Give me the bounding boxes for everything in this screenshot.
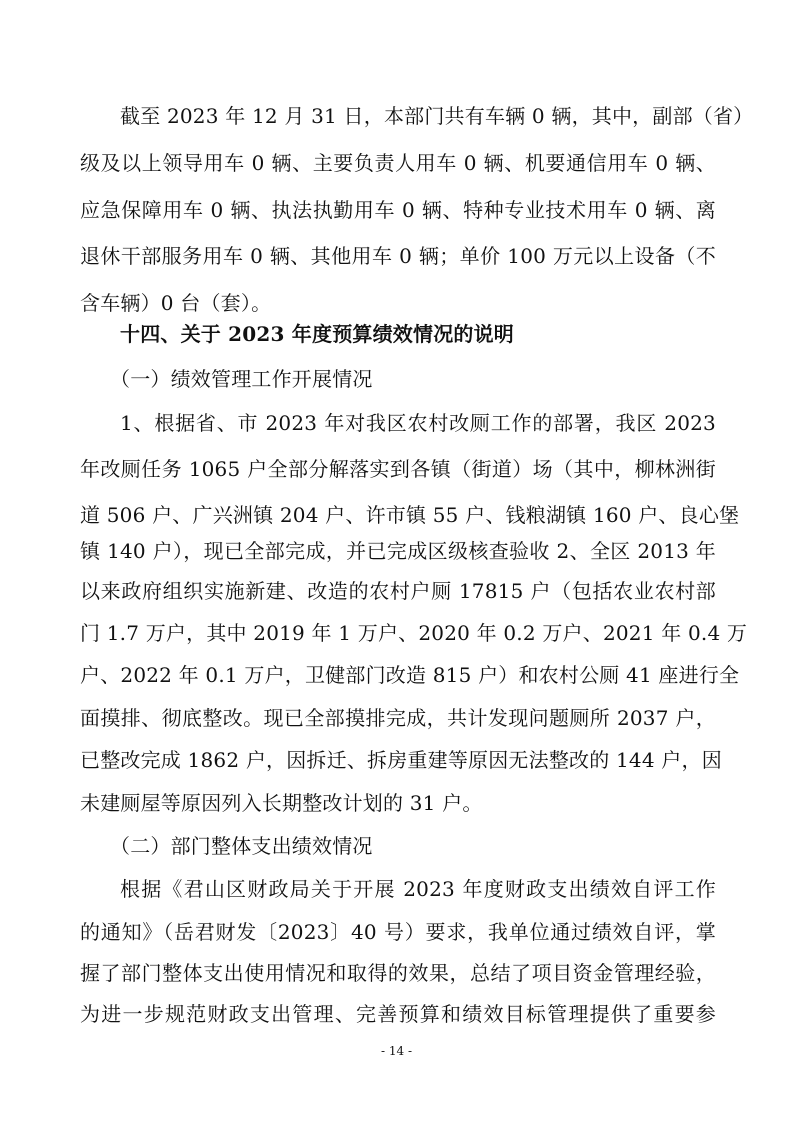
text-line: 1、根据省、市 2023 年对我区农村改厕工作的部署，我区 2023 bbox=[120, 411, 716, 435]
text-line: 镇 140 户），现已全部完成，并已完成区级核查验收 2、全区 2013 年 bbox=[80, 539, 716, 563]
text-line: 门 1.7 万户，其中 2019 年 1 万户、2020 年 0.2 万户、2021 年 0.4 万 bbox=[80, 621, 748, 645]
text-line: 年改厕任务 1065 户全部分解落实到各镇（街道）场（其中，柳林洲街 bbox=[80, 457, 716, 481]
text-line: 未建厕屋等原因列入长期整改计划的 31 户。 bbox=[80, 791, 483, 815]
text-line: 道 506 户、广兴洲镇 204 户、许市镇 55 户、钱粮湖镇 160 户、良心堡 bbox=[80, 503, 740, 527]
text-line: 应急保障用车 0 辆、执法执勤用车 0 辆、特种专业技术用车 0 辆、离 bbox=[80, 198, 716, 222]
text-line: 户、2022 年 0.1 万户，卫健部门改造 815 户）和农村公厕 41 座进行全 bbox=[80, 663, 740, 687]
text-line: 以来政府组织实施新建、改造的农村户厕 17815 户（包括农业农村部 bbox=[80, 579, 716, 603]
text-line: 为进一步规范财政支出管理、完善预算和绩效目标管理提供了重要参 bbox=[80, 1002, 716, 1026]
text-line: 握了部门整体支出使用情况和取得的效果，总结了项目资金管理经验， bbox=[80, 961, 716, 985]
text-line: 级及以上领导用车 0 辆、主要负责人用车 0 辆、机要通信用车 0 辆、 bbox=[80, 151, 716, 175]
subsection-heading: （一）绩效管理工作开展情况 bbox=[110, 367, 373, 391]
text-line: 面摸排、彻底整改。现已全部摸排完成，共计发现问题厕所 2037 户， bbox=[80, 706, 716, 730]
text-line: 已整改完成 1862 户，因拆迁、拆房重建等原因无法整改的 144 户，因 bbox=[80, 748, 722, 772]
page-number: - 14 - bbox=[380, 1044, 412, 1058]
section-heading: 十四、关于 2023 年度预算绩效情况的说明 bbox=[120, 322, 514, 346]
text-line: 退休干部服务用车 0 辆、其他用车 0 辆；单价 100 万元以上设备（不 bbox=[80, 244, 716, 268]
text-line: 根据《君山区财政局关于开展 2023 年度财政支出绩效自评工作 bbox=[120, 877, 716, 901]
text-line: 含车辆）0 台（套）。 bbox=[80, 291, 272, 315]
text-line: 的通知》（岳君财发〔2023〕40 号）要求，我单位通过绩效自评，掌 bbox=[80, 920, 716, 944]
text-line: 截至 2023 年 12 月 31 日，本部门共有车辆 0 辆，其中，副部（省） bbox=[120, 104, 754, 128]
subsection-heading: （二）部门整体支出绩效情况 bbox=[110, 834, 373, 858]
